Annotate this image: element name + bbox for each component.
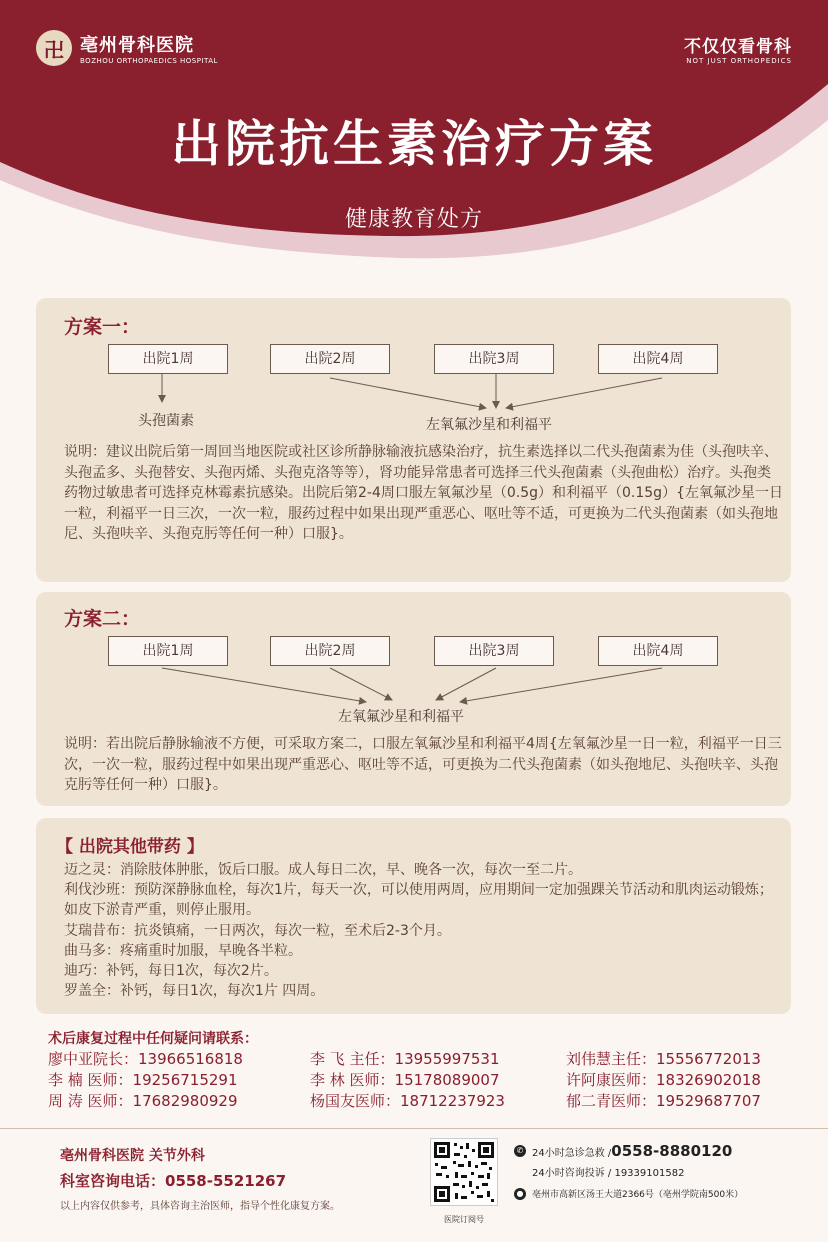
contact-entry: 许阿康医师：18326902018 — [566, 1071, 761, 1089]
emergency-label: 24小时急诊急救 / — [532, 1147, 612, 1159]
slogan-en: NOT JUST ORTHOPEDICS — [686, 57, 792, 65]
header — [0, 0, 828, 300]
contact-entry: 廖中亚院长：13966516818 — [48, 1050, 243, 1068]
plan2-week1: 出院1周 — [108, 636, 228, 666]
plan2-label-levofloxacin: 左氧氟沙星和利福平 — [338, 709, 464, 725]
other-meds-card — [36, 818, 791, 1014]
contact-entry: 郁二青医师：19529687707 — [566, 1092, 761, 1110]
plan1-label-levofloxacin: 左氧氟沙星和利福平 — [426, 417, 552, 433]
logo-mark-icon: 卍 — [36, 30, 72, 66]
contact-entry: 李 飞 主任：13955997531 — [310, 1050, 500, 1068]
other-meds-list — [64, 860, 780, 1001]
qr-label: 医院订阅号 — [444, 1215, 484, 1224]
contact-entry: 李 楠 医师：19256715291 — [48, 1071, 238, 1089]
plan1-label-cephalosporin: 头孢菌素 — [138, 413, 194, 429]
plan1-week1: 出院1周 — [108, 344, 228, 374]
contact-entry: 刘伟慧主任：15556772013 — [566, 1050, 761, 1068]
contacts-table — [48, 1048, 808, 1111]
plan2-card — [36, 592, 791, 806]
plan2-week2: 出院2周 — [270, 636, 390, 666]
hospital-name-en: BOZHOU ORTHOPAEDICS HOSPITAL — [80, 57, 218, 65]
contact-entry: 周 涛 医师：17682980929 — [48, 1092, 238, 1110]
plan1-title: 方案一： — [64, 316, 141, 338]
plan1-description: 说明：建议出院后第一周回当地医院或社区诊所静脉输液抗感染治疗，抗生素选择以二代头孢菌素为佳（头孢呋辛、头孢孟多、头孢替安、头孢丙烯、头孢克洛等等），肾功能异常患者可选择三代头孢菌素（头孢曲松）治疗。头孢类药物过敏患者可选择克林霉素抗感染。出院后第2-4周口服左氧氟沙星（0.5g）和利福平（0.15g）{左氧氟沙星一日一粒，利福平一日三次，一次一粒，服药过程中如果出现严重恶心、呕吐等不适，可更换为二代头孢菌素（如头孢地尼、头孢呋辛、头孢克肟等任何一种）口服}。 — [64, 444, 783, 542]
complaint-line: 24小时咨询投诉 / 19339101582 — [532, 1168, 685, 1179]
contact-row — [48, 1069, 808, 1090]
plan1-card — [36, 298, 791, 582]
footer-right — [514, 1142, 743, 1200]
med-item: 迈之灵：消除肢体肿胀，饭后口服。成人每日二次，早、晚各一次，每次一至二片。 — [64, 862, 582, 878]
page-title: 出院抗生素治疗方案 — [171, 115, 657, 173]
qr-code-icon — [430, 1138, 498, 1206]
hospital-name: 亳州骨科医院 — [80, 35, 194, 56]
plan2-week3: 出院3周 — [434, 636, 554, 666]
slogan-cn: 不仅仅看骨科 — [684, 37, 792, 57]
hospital-logo — [36, 30, 218, 66]
plan1-week2: 出院2周 — [270, 344, 390, 374]
footer-divider — [0, 1128, 828, 1129]
plan1-week4: 出院4周 — [598, 344, 718, 374]
contacts-heading: 术后康复过程中任何疑问请联系： — [48, 1031, 258, 1047]
med-item: 利伐沙班：预防深静脉血栓，每次1片，每天一次，可以使用两周，应用期间一定加强踝关节活动和肌肉运动锻炼；如皮下淤青严重，则停止服用。 — [64, 882, 773, 919]
page-subtitle: 健康教育处方 — [344, 207, 483, 232]
contact-row — [48, 1090, 808, 1111]
emergency-phone: 0558-8880120 — [611, 1142, 733, 1160]
med-item: 迪巧：补钙，每日1次，每次2片。 — [64, 963, 278, 980]
location-pin-icon: ● — [514, 1188, 526, 1200]
med-item: 曲马多：疼痛重时加服，早晚各半粒。 — [64, 942, 302, 959]
plan1-week3: 出院3周 — [434, 344, 554, 374]
footer-left — [60, 1145, 340, 1212]
slogan — [684, 32, 792, 65]
phone-icon: ✆ — [514, 1145, 526, 1157]
plan2-description: 说明：若出院后静脉输液不方便，可采取方案二，口服左氧氟沙星和利福平4周{左氧氟沙星一日一粒，利福平一日三次，一次一粒，服药过程中如果出现严重恶心、呕吐等不适，可更换为二代头孢菌素（如头孢地尼、头孢呋辛、头孢克肟等任何一种）口服}。 — [64, 736, 782, 793]
footer-dept: 亳州骨科医院 关节外科 — [60, 1148, 205, 1164]
other-meds-title: 【 出院其他带药 】 — [56, 837, 204, 857]
plan2-week4: 出院4周 — [598, 636, 718, 666]
contact-entry: 杨国友医师：18712237923 — [310, 1092, 505, 1110]
med-item: 艾瑞昔布：抗炎镇痛，一日两次，每次一粒，至术后2-3个月。 — [64, 922, 451, 939]
med-item: 罗盖全：补钙，每日1次，每次1片 四周。 — [64, 983, 325, 1000]
contact-row — [48, 1048, 808, 1069]
plan2-title: 方案二： — [64, 608, 141, 630]
footer-note: 以上内容仅供参考，具体咨询主治医师，指导个性化康复方案。 — [60, 1201, 340, 1212]
address: 亳州市高新区汤王大道2366号（亳州学院南500米） — [532, 1190, 744, 1200]
contact-entry: 李 林 医师：15178089007 — [310, 1071, 500, 1089]
footer-consult-phone: 科室咨询电话：0558-5521267 — [60, 1172, 287, 1190]
